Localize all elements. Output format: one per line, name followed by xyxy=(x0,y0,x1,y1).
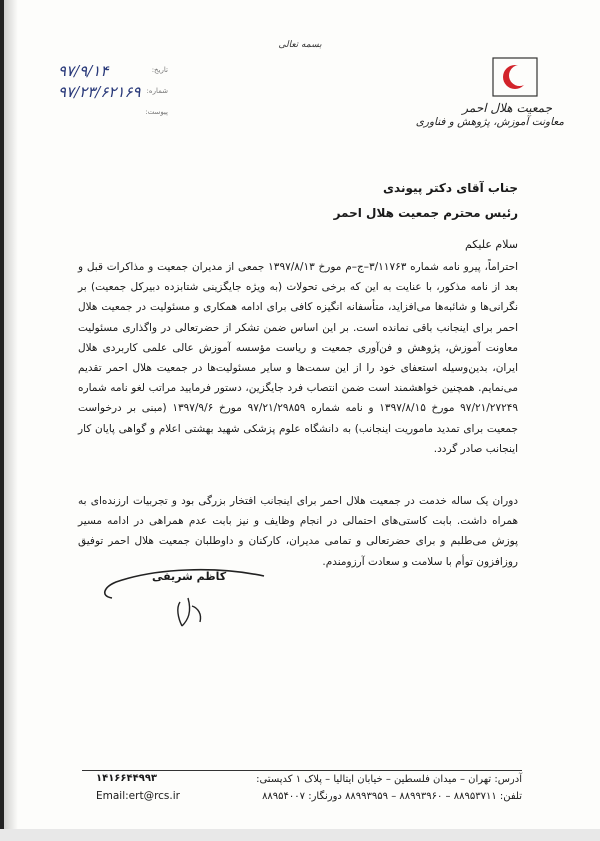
date-label: تاریخ: xyxy=(151,66,168,74)
signatory-name: کاظم شریفی xyxy=(152,570,227,583)
footer-postal-code: ۱۴۱۶۶۴۴۹۹۳ xyxy=(96,773,158,784)
attachment-row xyxy=(58,104,168,125)
number-value: ۹۷/۲۳/۶۲۱۶۹ xyxy=(58,83,141,101)
organization-block xyxy=(352,101,564,128)
body-paragraph-2: دوران یک ساله خدمت در جمعیت هلال احمر برای اینجانب افتخار بزرگی بود و تجربیات ارزنده‌ای به همراه داشت. بابت کاستی‌های احتمالی در انجام وظایف و نیز بابت عدم همراهی در ادامه مسیر پوزش می‌طلبم و برای حضرتعالی و تمامی مدیران، کارکنان و داوطلبان جمعیت هلال احمر توفیق روزافزون توأم با سلامت و سعادت آرزومندم. xyxy=(78,495,518,568)
footer-address: آدرس: تهران – میدان فلسطین – خیابان ایتالیا – پلاک ۱ کدپستی: xyxy=(256,774,522,785)
recipient-name: جناب آقای دکتر پیوندی xyxy=(383,181,518,195)
date-row xyxy=(58,62,168,83)
number-label: شماره: xyxy=(146,87,168,95)
date-value: ۹۷/۹/۱۴ xyxy=(58,62,109,80)
footer-divider xyxy=(82,770,522,771)
letter-meta xyxy=(58,62,168,125)
footer-phones: تلفن: ۸۸۹۵۳۷۱۱ – ۸۸۹۹۳۹۶۰ – ۸۸۹۹۳۹۵۹ دورنگار: ۸۸۹۵۴۰۰۷ xyxy=(262,791,522,802)
bismillah: بسمه تعالی xyxy=(278,40,322,50)
red-crescent-logo-icon xyxy=(492,57,538,97)
body-paragraph-1: احتراماً، پیرو نامه شماره ۳/۱۱۷۶۳–ج–م مورخ ۱۳۹۷/۸/۱۳ جمعی از مدیران جمعیت و مذاکرات قبل و بعد از نامه مذکور، با عنایت به این که برخی تحولات (به ویژه جایگزینی شتابزده دبیرکل جمعیت) بر نگرانی‌ها و شائبه‌ها می‌افزاید، متأسفانه انگیزه کافی برای ادامه همکاری و مسئولیت در جمعیت هلال احمر برای اینجانب باقی نمانده است. بر این اساس ضمن تشکر از حضرتعالی در واگذاری مسئولیت معاونت آموزش، پژوهش و فن‌آوری جمعیت و ریاست مؤسسه آموزش عالی علمی کاربردی هلال ایران، بدین‌وسیله استعفای خود را از این سمت‌ها و سایر مسئولیت‌ها در جمعیت هلال احمر تقدیم می‌نمایم. همچنین خواهشمند است ضمن انتصاب فرد جایگزین، دستور فرمایید مراتب لغو نامه شماره ۹۷/۲۱/۲۷۲۴۹ مورخ ۱۳۹۷/۸/۱۵ و نامه شماره ۹۷/۲۱/۲۹۸۵۹ مورخ ۱۳۹۷/۹/۶ (مبنی بر درخواست جمعیت برای تمدید ماموریت اینجانب) به دانشگاه علوم پزشکی شهید بهشتی اعلام و گواهی پایان کار اینجانب صادر گردد. xyxy=(78,261,519,455)
attachment-label: پیوست: xyxy=(145,108,168,116)
department-name: معاونت آموزش، پژوهش و فناوری xyxy=(415,116,564,128)
scan-shadow xyxy=(4,0,18,841)
greeting: سلام علیکم xyxy=(464,238,518,251)
scan-bottom-edge xyxy=(0,829,600,841)
recipient-title: رئیس محترم جمعیت هلال احمر xyxy=(333,206,518,220)
number-row xyxy=(58,83,168,104)
recipient-block xyxy=(218,176,518,226)
organization-name: جمعیت هلال احمر xyxy=(462,101,552,115)
footer-email: Email:ert@rcs.ir xyxy=(96,790,180,802)
